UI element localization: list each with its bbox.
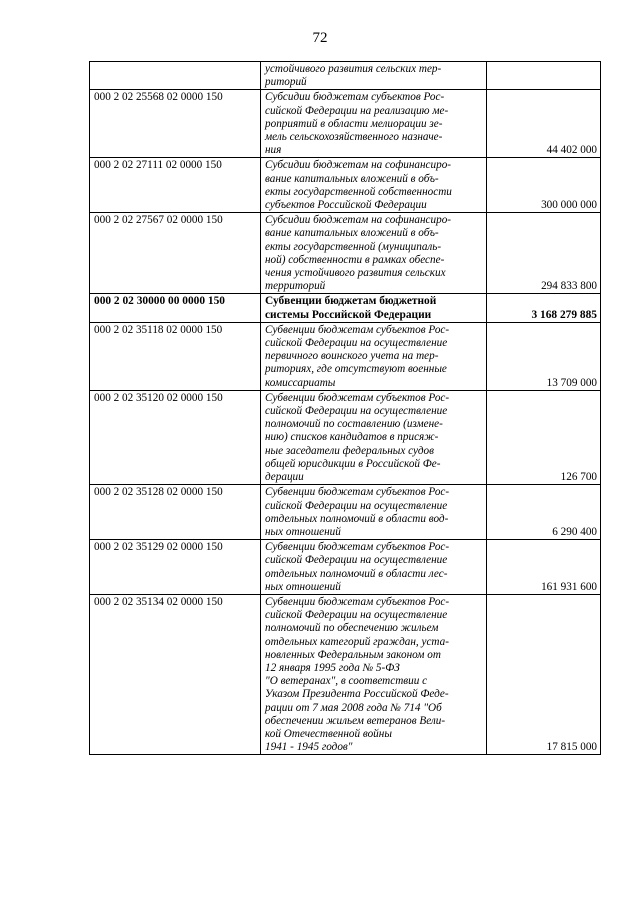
table-row	[90, 62, 601, 90]
description-line: полномочий по составлению (измене-	[265, 418, 443, 431]
description-line: ных отношений	[265, 580, 341, 593]
description-line: Субсидии бюджетам субъектов Рос-	[265, 91, 445, 104]
table-row	[90, 594, 601, 754]
description-line: екты государственной собственности	[265, 185, 452, 198]
description-line: мель сельскохозяйственного назначе-	[265, 131, 443, 144]
amount-cell: 17 815 000	[487, 594, 601, 754]
page-number: 72	[312, 30, 328, 46]
description-line: системы Российской Федерации	[265, 308, 432, 321]
description-line: Субвенции бюджетам субъектов Рос-	[265, 391, 450, 404]
description-line: "О ветеранах", в соответствии с	[265, 675, 428, 688]
description-line: ной) собственности в рамках обеспе-	[265, 253, 445, 266]
description-line: сийской Федерации на осуществление	[265, 337, 448, 350]
description-line: Субвенции бюджетам субъектов Рос-	[265, 595, 450, 608]
budget-code-cell	[90, 62, 261, 90]
amount-cell: 126 700	[487, 390, 601, 484]
revenue-description-cell	[261, 390, 487, 484]
description-line: полномочий по обеспечению жильем	[265, 622, 439, 635]
table-row	[90, 90, 601, 158]
budget-code-cell: 000 2 02 35128 02 0000 150	[90, 485, 261, 540]
description-line: Субсидии бюджетам на софинансиро-	[265, 159, 452, 172]
table-row	[90, 158, 601, 213]
budget-code-cell: 000 2 02 35129 02 0000 150	[90, 540, 261, 595]
description-line: кой Отечественной войны	[265, 727, 392, 740]
description-line: ния	[265, 144, 282, 157]
description-line: комиссариаты	[265, 376, 336, 389]
amount-cell: 161 931 600	[487, 540, 601, 595]
description-line: рации от 7 мая 2008 года № 714 "Об	[265, 701, 442, 714]
table-row	[90, 294, 601, 322]
description-line: нию) списков кандидатов в присяж-	[265, 431, 439, 444]
description-line: дерации	[265, 471, 304, 484]
budget-revenue-table	[89, 61, 601, 755]
budget-code-cell: 000 2 02 30000 00 0000 150	[90, 294, 261, 322]
revenue-description-cell	[261, 62, 487, 90]
table-row	[90, 390, 601, 484]
amount-cell: 3 168 279 885	[487, 294, 601, 322]
description-line: устойчивого развития сельских тер-	[265, 63, 442, 75]
revenue-description-cell	[261, 485, 487, 540]
description-line: ных отношений	[265, 525, 341, 538]
description-line: территорий	[265, 280, 326, 293]
budget-code-cell: 000 2 02 27567 02 0000 150	[90, 213, 261, 294]
description-line: отдельных полномочий в области лес-	[265, 567, 448, 580]
description-line: Субвенции бюджетам субъектов Рос-	[265, 486, 450, 499]
description-line: вание капитальных вложений в объ-	[265, 227, 439, 240]
description-line: общей юрисдикции в Российской Фе-	[265, 457, 441, 470]
description-line: Указом Президента Российской Феде-	[265, 688, 449, 701]
revenue-description-cell	[261, 322, 487, 390]
revenue-description-cell	[261, 294, 487, 322]
description-line: чения устойчивого развития сельских	[265, 267, 446, 280]
description-line: Субсидии бюджетам на софинансиро-	[265, 214, 452, 227]
description-line: Субвенции бюджетам субъектов Рос-	[265, 541, 450, 554]
description-line: сийской Федерации на осуществление	[265, 499, 448, 512]
description-line: отдельных категорий граждан, уста-	[265, 635, 449, 648]
description-line: 12 января 1995 года № 5-ФЗ	[265, 661, 400, 674]
description-line: сийской Федерации на осуществление	[265, 405, 448, 418]
revenue-description-cell	[261, 213, 487, 294]
amount-cell: 6 290 400	[487, 485, 601, 540]
revenue-description-cell	[261, 158, 487, 213]
table-row	[90, 213, 601, 294]
budget-code-cell: 000 2 02 27111 02 0000 150	[90, 158, 261, 213]
description-line: сийской Федерации на реализацию ме-	[265, 104, 449, 117]
budget-code-cell: 000 2 02 35118 02 0000 150	[90, 322, 261, 390]
description-line: риториях, где отсутствуют военные	[265, 363, 447, 376]
revenue-description-cell	[261, 540, 487, 595]
revenue-description-cell	[261, 594, 487, 754]
description-line: Субвенции бюджетам субъектов Рос-	[265, 323, 450, 336]
table-body	[90, 62, 601, 755]
amount-cell: 44 402 000	[487, 90, 601, 158]
table-row	[90, 540, 601, 595]
description-line: вание капитальных вложений в объ-	[265, 172, 439, 185]
amount-cell: 13 709 000	[487, 322, 601, 390]
table-row	[90, 485, 601, 540]
description-line: Субвенции бюджетам бюджетной	[265, 295, 437, 308]
description-line: первичного воинского учета на тер-	[265, 350, 439, 363]
description-line: сийской Федерации на осуществление	[265, 554, 448, 567]
description-line: екты государственной (муниципаль-	[265, 240, 442, 253]
budget-code-cell: 000 2 02 25568 02 0000 150	[90, 90, 261, 158]
budget-code-cell: 000 2 02 35120 02 0000 150	[90, 390, 261, 484]
description-line: сийской Федерации на осуществление	[265, 609, 448, 622]
amount-cell	[487, 62, 601, 90]
amount-cell: 294 833 800	[487, 213, 601, 294]
description-line: ные заседатели федеральных судов	[265, 444, 435, 457]
description-line: отдельных полномочий в области вод-	[265, 512, 449, 525]
description-line: риторий	[265, 76, 307, 89]
description-line: роприятий в области мелиорации зе-	[265, 117, 443, 130]
description-line: 1941 - 1945 годов"	[265, 741, 353, 754]
revenue-description-cell	[261, 90, 487, 158]
budget-code-cell: 000 2 02 35134 02 0000 150	[90, 594, 261, 754]
table-row	[90, 322, 601, 390]
description-line: новленных Федеральным законом от	[265, 648, 441, 661]
amount-cell: 300 000 000	[487, 158, 601, 213]
description-line: субъектов Российской Федерации	[265, 199, 427, 212]
description-line: обеспечении жильем ветеранов Вели-	[265, 714, 446, 727]
